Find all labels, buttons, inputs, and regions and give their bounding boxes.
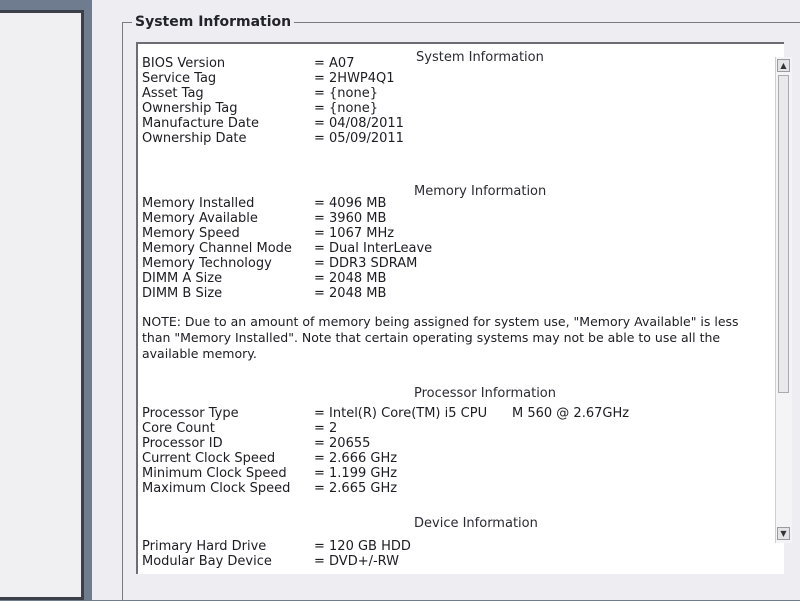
info-row <box>142 56 702 71</box>
row-label: DIMM B Size <box>142 286 223 301</box>
device-section-title: Device Information <box>414 516 538 531</box>
info-row <box>142 256 702 271</box>
row-value: = 4096 MB <box>314 196 387 211</box>
info-row <box>142 421 702 436</box>
row-label: Ownership Date <box>142 131 247 146</box>
row-label: Memory Speed <box>142 226 240 241</box>
row-label: Memory Available <box>142 211 258 226</box>
row-label: Primary Hard Drive <box>142 539 267 554</box>
group-title: System Information <box>132 14 294 30</box>
row-value: = 1067 MHz <box>314 226 395 241</box>
row-value: = Dual InterLeave <box>314 241 433 256</box>
row-label: Core Count <box>142 421 215 436</box>
row-value: = 2HWP4Q1 <box>314 71 395 86</box>
row-value: = 2048 MB <box>314 271 387 286</box>
row-value-extra: M 560 @ 2.67GHz <box>512 406 630 421</box>
processor-section-title: Processor Information <box>414 386 556 401</box>
scroll-up-arrow-icon[interactable]: ▲ <box>777 59 790 72</box>
row-value: = DVD+/-RW <box>314 554 400 569</box>
row-value: = 2.665 GHz <box>314 481 398 496</box>
row-label: Memory Installed <box>142 196 255 211</box>
info-row <box>142 406 702 421</box>
info-row <box>142 481 702 496</box>
info-row <box>142 101 702 116</box>
row-label: BIOS Version <box>142 56 226 71</box>
info-row <box>142 241 702 256</box>
row-value: = 05/09/2011 <box>314 131 404 146</box>
row-label: Current Clock Speed <box>142 451 276 466</box>
left-navigation-panel <box>0 10 84 600</box>
info-row <box>142 86 702 101</box>
memory-note: NOTE: Due to an amount of memory being assigned for system use, "Memory Available" is less than "Memory Installed". Note that certain operating systems may not be able to use all the available memory. <box>142 314 739 361</box>
info-row <box>142 71 702 86</box>
row-value: = 120 GB HDD <box>314 539 411 554</box>
info-row <box>142 211 702 226</box>
info-content-area <box>136 42 784 574</box>
row-value: = A07 <box>314 56 355 71</box>
info-row <box>142 196 702 211</box>
row-label: Modular Bay Device <box>142 554 272 569</box>
info-row <box>142 226 702 241</box>
row-value: = DDR3 SDRAM <box>314 256 418 271</box>
memory-section-title: Memory Information <box>414 184 547 199</box>
system-section-title: System Information <box>416 50 544 65</box>
row-value: = 04/08/2011 <box>314 116 404 131</box>
row-value: = 20655 <box>314 436 371 451</box>
row-value: = {none} <box>314 86 378 101</box>
row-label: Asset Tag <box>142 86 204 101</box>
row-value: = Intel(R) Core(TM) i5 CPU <box>314 406 488 421</box>
info-row <box>142 539 702 554</box>
info-row <box>142 436 702 451</box>
row-label: Minimum Clock Speed <box>142 466 287 481</box>
row-value: = 3960 MB <box>314 211 387 226</box>
main-frame <box>92 0 800 600</box>
info-row <box>142 451 702 466</box>
row-label: Memory Technology <box>142 256 272 271</box>
info-row <box>142 286 702 301</box>
row-value: = 2.666 GHz <box>314 451 398 466</box>
row-value: = {none} <box>314 101 378 116</box>
row-value: = 2 <box>314 421 338 436</box>
row-value: = 1.199 GHz <box>314 466 398 481</box>
row-label: Memory Channel Mode <box>142 241 292 256</box>
info-row <box>142 554 702 569</box>
row-label: Manufacture Date <box>142 116 259 131</box>
row-label: DIMM A Size <box>142 271 223 286</box>
info-row <box>142 131 702 146</box>
row-label: Ownership Tag <box>142 101 238 116</box>
vertical-scrollbar[interactable] <box>775 57 792 543</box>
scroll-down-arrow-icon[interactable]: ▼ <box>777 527 790 540</box>
row-value: = 2048 MB <box>314 286 387 301</box>
info-row <box>142 466 702 481</box>
info-row <box>142 271 702 286</box>
info-row <box>142 116 702 131</box>
row-label: Service Tag <box>142 71 217 86</box>
row-label: Maximum Clock Speed <box>142 481 291 496</box>
scroll-thumb[interactable] <box>778 75 789 393</box>
row-label: Processor Type <box>142 406 239 421</box>
row-label: Processor ID <box>142 436 223 451</box>
